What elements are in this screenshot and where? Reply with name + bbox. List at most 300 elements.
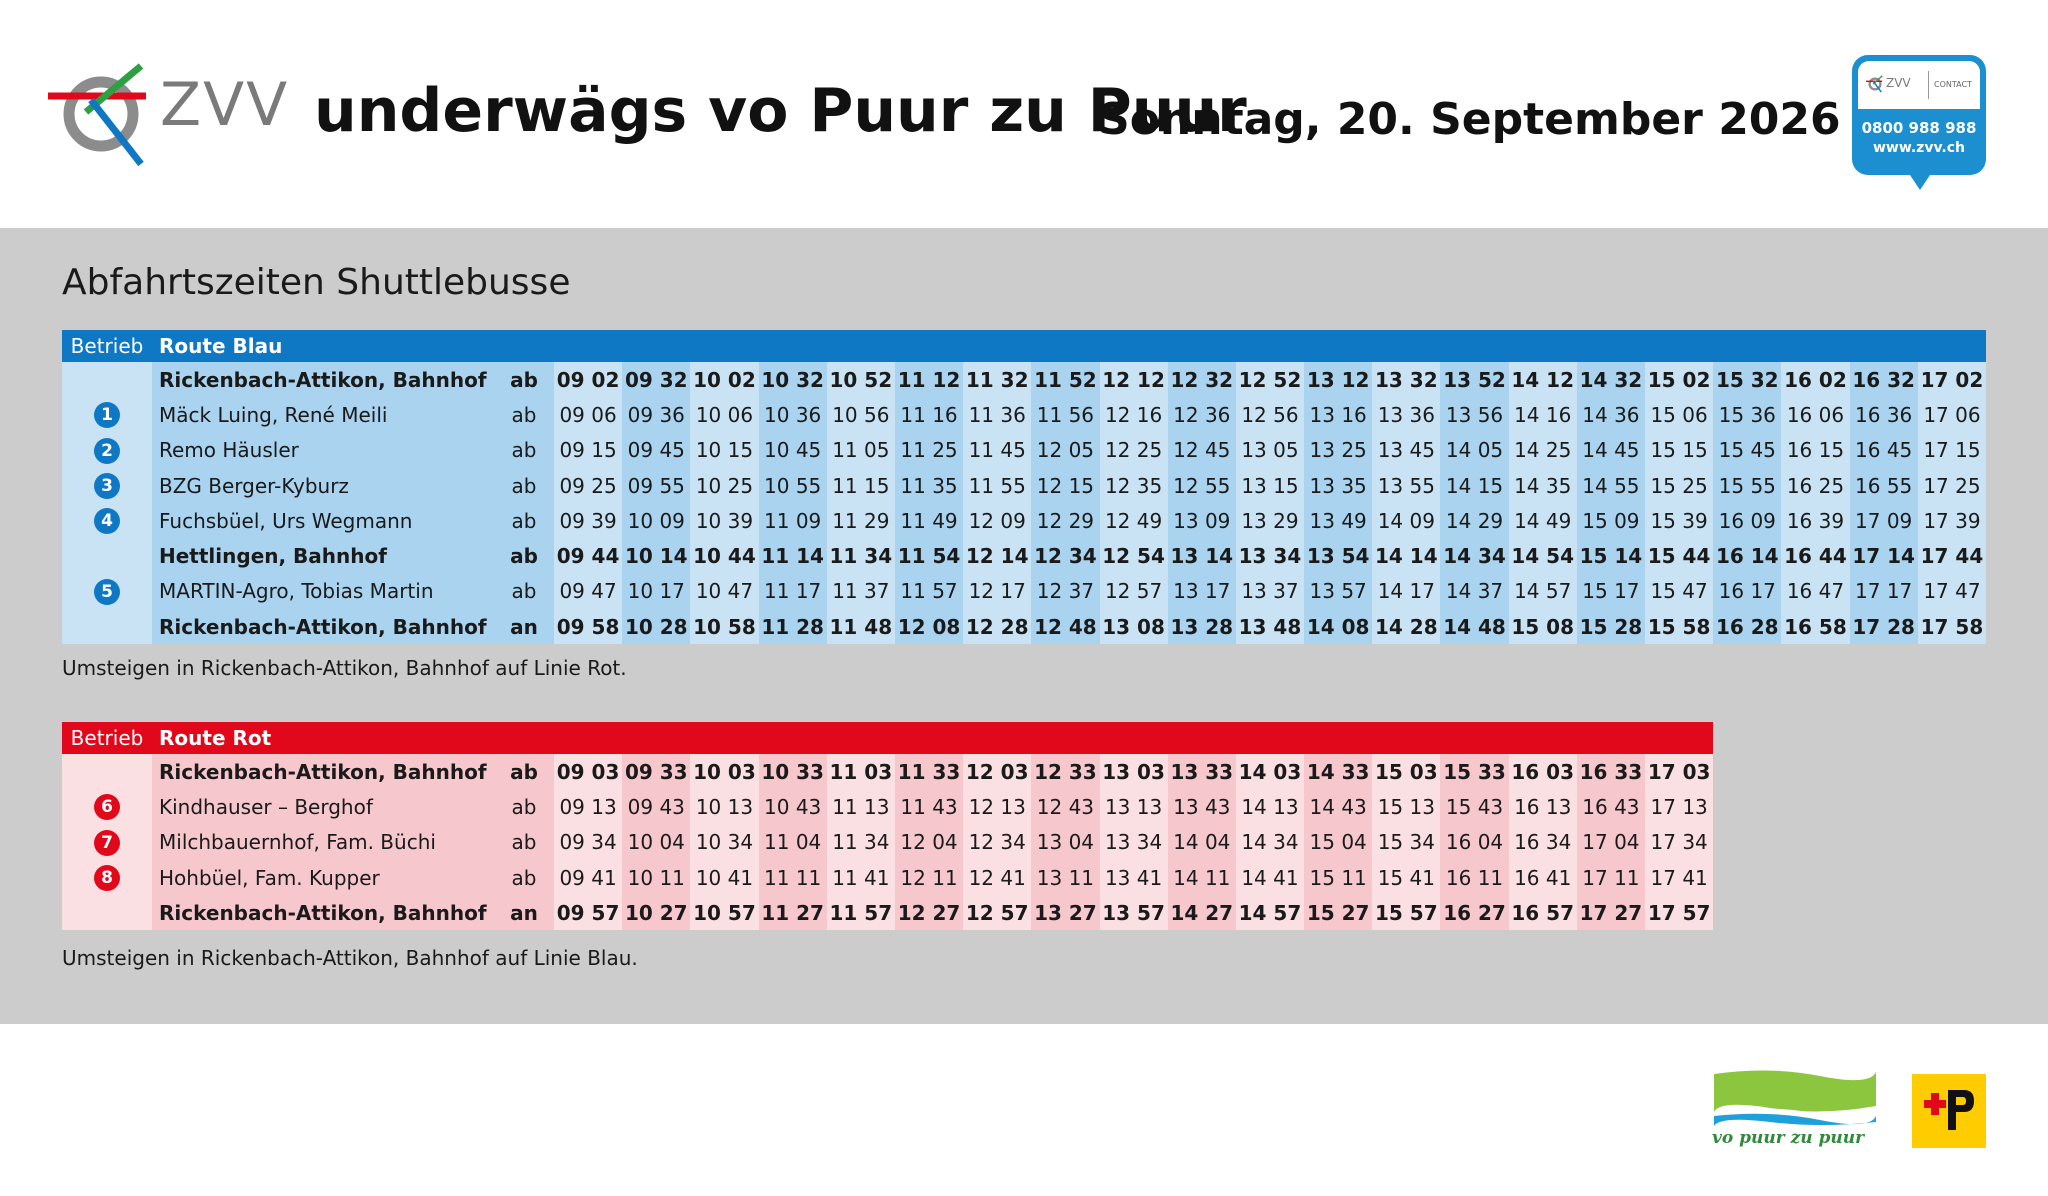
departure-time: 12 27 [895, 895, 963, 930]
departure-time: 16 09 [1713, 503, 1781, 538]
departure-time: 13 28 [1168, 609, 1236, 644]
departure-time: 12 35 [1100, 468, 1168, 503]
departure-time: 15 06 [1645, 397, 1713, 432]
departure-time: 16 45 [1850, 433, 1918, 468]
contact-zvv-text: ZVV [1886, 76, 1911, 90]
departure-time: 15 27 [1304, 895, 1372, 930]
direction-label: ab [494, 397, 554, 432]
departure-time: 14 11 [1168, 860, 1236, 895]
departure-time: 14 12 [1509, 362, 1577, 397]
departure-time: 16 39 [1781, 503, 1849, 538]
stop-name: Fuchsbüel, Urs Wegmann [152, 503, 494, 538]
departure-time: 16 04 [1440, 825, 1508, 860]
departure-time: 11 37 [827, 574, 895, 609]
departure-time: 11 12 [895, 362, 963, 397]
departure-time: 15 36 [1713, 397, 1781, 432]
direction-label: ab [494, 860, 554, 895]
direction-label: ab [494, 538, 554, 573]
departure-time: 15 04 [1304, 825, 1372, 860]
departure-time: 09 45 [622, 433, 690, 468]
departure-time: 10 03 [690, 754, 758, 789]
contact-divider [1928, 71, 1929, 99]
departure-time: 10 56 [827, 397, 895, 432]
departure-time: 14 49 [1509, 503, 1577, 538]
departure-time: 14 37 [1440, 574, 1508, 609]
departure-time: 14 03 [1236, 754, 1304, 789]
departure-time: 12 56 [1236, 397, 1304, 432]
departure-time: 17 41 [1645, 860, 1713, 895]
departure-time: 10 06 [690, 397, 758, 432]
departure-time: 16 55 [1850, 468, 1918, 503]
departure-time: 14 35 [1509, 468, 1577, 503]
zvv-logo-text: ZVV [160, 70, 290, 140]
departure-time: 14 29 [1440, 503, 1508, 538]
departure-time: 12 57 [1100, 574, 1168, 609]
departure-time: 15 11 [1304, 860, 1372, 895]
departure-time: 11 05 [827, 433, 895, 468]
departure-time: 17 27 [1577, 895, 1645, 930]
departure-time: 16 17 [1713, 574, 1781, 609]
stop-name: MARTIN-Agro, Tobias Martin [152, 574, 494, 609]
departure-time: 12 49 [1100, 503, 1168, 538]
departure-time: 12 17 [963, 574, 1031, 609]
departure-time: 15 14 [1577, 538, 1645, 573]
event-date: Sonntag, 20. September 2026 [1098, 94, 1841, 145]
departure-time: 15 47 [1645, 574, 1713, 609]
departure-time: 09 34 [554, 825, 622, 860]
departure-time: 14 15 [1440, 468, 1508, 503]
departure-time: 17 28 [1850, 609, 1918, 644]
departure-time: 11 29 [827, 503, 895, 538]
direction-label: ab [494, 362, 554, 397]
departure-time: 12 16 [1100, 397, 1168, 432]
stop-name: Hohbüel, Fam. Kupper [152, 860, 494, 895]
departure-time: 09 39 [554, 503, 622, 538]
departure-time: 15 39 [1645, 503, 1713, 538]
departure-time: 12 34 [1031, 538, 1099, 573]
departure-time: 10 55 [759, 468, 827, 503]
stop-number-cell [62, 860, 152, 895]
departure-time: 12 33 [1031, 754, 1099, 789]
stop-number-cell [62, 895, 152, 930]
direction-label: an [494, 609, 554, 644]
departure-time: 12 03 [963, 754, 1031, 789]
departure-time: 10 28 [622, 609, 690, 644]
departure-time: 16 14 [1713, 538, 1781, 573]
departure-time: 16 44 [1781, 538, 1849, 573]
departure-time: 11 48 [827, 609, 895, 644]
departure-time: 11 13 [827, 789, 895, 824]
departure-time: 16 43 [1577, 789, 1645, 824]
departure-time: 15 32 [1713, 362, 1781, 397]
departure-time: 16 03 [1509, 754, 1577, 789]
stop-name: Rickenbach-Attikon, Bahnhof [152, 609, 494, 644]
departure-time: 16 15 [1781, 433, 1849, 468]
departure-time: 16 34 [1509, 825, 1577, 860]
departure-time: 11 03 [827, 754, 895, 789]
departure-time: 12 04 [895, 825, 963, 860]
stop-number-badge: 4 [94, 508, 120, 534]
route-name: Route Rot [152, 722, 1713, 754]
stop-number-badge: 6 [94, 794, 120, 820]
departure-time: 10 39 [690, 503, 758, 538]
stop-number-badge: 2 [94, 438, 120, 464]
departure-time: 14 04 [1168, 825, 1236, 860]
departure-time: 13 43 [1168, 789, 1236, 824]
departure-time: 10 25 [690, 468, 758, 503]
departure-time: 14 34 [1236, 825, 1304, 860]
transfer-note-blau: Umsteigen in Rickenbach-Attikon, Bahnhof auf Linie Rot. [62, 656, 627, 680]
departure-time: 11 55 [963, 468, 1031, 503]
contact-badge-pointer [1908, 172, 1932, 190]
departure-time: 14 17 [1372, 574, 1440, 609]
departure-time: 10 41 [690, 860, 758, 895]
post-symbol-icon [1912, 1074, 1986, 1148]
direction-label: ab [494, 754, 554, 789]
departure-time: 10 32 [759, 362, 827, 397]
departure-time: 13 17 [1168, 574, 1236, 609]
departure-time: 09 58 [554, 609, 622, 644]
stop-number-cell [62, 397, 152, 432]
departure-time: 10 52 [827, 362, 895, 397]
departure-time: 14 45 [1577, 433, 1645, 468]
departure-time: 11 28 [759, 609, 827, 644]
departure-time: 17 44 [1918, 538, 1986, 573]
departure-time: 10 14 [622, 538, 690, 573]
departure-time: 11 34 [827, 825, 895, 860]
departure-time: 12 09 [963, 503, 1031, 538]
departure-time: 13 45 [1372, 433, 1440, 468]
departure-time: 13 41 [1100, 860, 1168, 895]
stop-number-cell [62, 574, 152, 609]
page-title: underwägs vo Puur zu Puur [314, 76, 1247, 146]
departure-time: 11 56 [1031, 397, 1099, 432]
departure-time: 11 14 [759, 538, 827, 573]
departure-time: 13 34 [1100, 825, 1168, 860]
stop-number-cell [62, 503, 152, 538]
departure-time: 12 36 [1168, 397, 1236, 432]
departure-time: 16 36 [1850, 397, 1918, 432]
departure-time: 10 34 [690, 825, 758, 860]
departure-time: 09 02 [554, 362, 622, 397]
departure-time: 09 41 [554, 860, 622, 895]
departure-time: 12 32 [1168, 362, 1236, 397]
departure-time: 16 06 [1781, 397, 1849, 432]
departure-time: 17 06 [1918, 397, 1986, 432]
departure-time: 11 43 [895, 789, 963, 824]
departure-time: 15 25 [1645, 468, 1713, 503]
departure-time: 11 35 [895, 468, 963, 503]
departure-time: 14 34 [1440, 538, 1508, 573]
stop-number-cell [62, 609, 152, 644]
departure-time: 16 33 [1577, 754, 1645, 789]
departure-time: 10 47 [690, 574, 758, 609]
departure-time: 15 45 [1713, 433, 1781, 468]
departure-time: 14 57 [1509, 574, 1577, 609]
stop-name: Remo Häusler [152, 433, 494, 468]
stop-number-cell [62, 789, 152, 824]
departure-time: 10 36 [759, 397, 827, 432]
departure-time: 14 57 [1236, 895, 1304, 930]
direction-label: an [494, 895, 554, 930]
departure-time: 09 43 [622, 789, 690, 824]
table-row [62, 609, 1986, 644]
departure-time: 15 44 [1645, 538, 1713, 573]
stop-name: Mäck Luing, René Meili [152, 397, 494, 432]
departure-time: 16 11 [1440, 860, 1508, 895]
departure-time: 15 09 [1577, 503, 1645, 538]
departure-time: 15 28 [1577, 609, 1645, 644]
departure-time: 15 03 [1372, 754, 1440, 789]
table-row [62, 362, 1986, 397]
departure-time: 09 03 [554, 754, 622, 789]
departure-time: 11 41 [827, 860, 895, 895]
departure-time: 13 37 [1236, 574, 1304, 609]
route-name: Route Blau [152, 330, 1986, 362]
stop-name: Rickenbach-Attikon, Bahnhof [152, 895, 494, 930]
table-row [62, 789, 1713, 824]
departure-time: 17 13 [1645, 789, 1713, 824]
table-row [62, 433, 1986, 468]
departure-time: 10 09 [622, 503, 690, 538]
departure-time: 17 47 [1918, 574, 1986, 609]
departure-time: 14 14 [1372, 538, 1440, 573]
direction-label: ab [494, 468, 554, 503]
departure-time: 16 27 [1440, 895, 1508, 930]
departure-time: 16 47 [1781, 574, 1849, 609]
departure-time: 16 28 [1713, 609, 1781, 644]
table-row [62, 574, 1986, 609]
departure-time: 11 32 [963, 362, 1031, 397]
departure-time: 16 13 [1509, 789, 1577, 824]
departure-time: 13 56 [1440, 397, 1508, 432]
departure-time: 12 14 [963, 538, 1031, 573]
departure-time: 13 36 [1372, 397, 1440, 432]
departure-time: 12 34 [963, 825, 1031, 860]
departure-time: 14 55 [1577, 468, 1645, 503]
departure-time: 12 41 [963, 860, 1031, 895]
stop-name: Rickenbach-Attikon, Bahnhof [152, 362, 494, 397]
transfer-note-rot: Umsteigen in Rickenbach-Attikon, Bahnhof auf Linie Blau. [62, 946, 638, 970]
departure-time: 14 25 [1509, 433, 1577, 468]
departure-time: 14 16 [1509, 397, 1577, 432]
stop-number-cell [62, 468, 152, 503]
departure-time: 15 57 [1372, 895, 1440, 930]
departure-time: 12 11 [895, 860, 963, 895]
stop-number-cell [62, 433, 152, 468]
departure-time: 13 13 [1100, 789, 1168, 824]
departure-time: 09 06 [554, 397, 622, 432]
section-title: Abfahrtszeiten Shuttlebusse [62, 262, 571, 303]
departure-time: 13 29 [1236, 503, 1304, 538]
departure-time: 15 13 [1372, 789, 1440, 824]
departure-time: 16 02 [1781, 362, 1849, 397]
departure-time: 12 08 [895, 609, 963, 644]
departure-time: 13 15 [1236, 468, 1304, 503]
departure-time: 15 02 [1645, 362, 1713, 397]
departure-time: 17 34 [1645, 825, 1713, 860]
departure-time: 15 15 [1645, 433, 1713, 468]
departure-time: 13 11 [1031, 860, 1099, 895]
contact-badge[interactable] [1852, 55, 1986, 175]
stop-name: Milchbauernhof, Fam. Büchi [152, 825, 494, 860]
departure-time: 13 32 [1372, 362, 1440, 397]
departure-time: 13 16 [1304, 397, 1372, 432]
departure-time: 14 27 [1168, 895, 1236, 930]
departure-time: 17 15 [1918, 433, 1986, 468]
departure-time: 12 29 [1031, 503, 1099, 538]
departure-time: 09 55 [622, 468, 690, 503]
departure-time: 13 04 [1031, 825, 1099, 860]
departure-time: 15 33 [1440, 754, 1508, 789]
departure-time: 11 57 [895, 574, 963, 609]
table-row [62, 895, 1713, 930]
departure-time: 13 57 [1304, 574, 1372, 609]
departure-time: 13 34 [1236, 538, 1304, 573]
departure-time: 10 44 [690, 538, 758, 573]
departure-time: 11 11 [759, 860, 827, 895]
departure-time: 14 05 [1440, 433, 1508, 468]
departure-time: 11 17 [759, 574, 827, 609]
departure-time: 15 43 [1440, 789, 1508, 824]
departure-time: 13 09 [1168, 503, 1236, 538]
departure-time: 14 43 [1304, 789, 1372, 824]
departure-time: 13 14 [1168, 538, 1236, 573]
table-row [62, 503, 1986, 538]
departure-time: 10 17 [622, 574, 690, 609]
departure-time: 14 48 [1440, 609, 1508, 644]
post-logo-icon [1912, 1074, 1986, 1148]
page-header [0, 0, 2048, 228]
departure-time: 12 25 [1100, 433, 1168, 468]
stop-number-cell [62, 362, 152, 397]
departure-time: 13 03 [1100, 754, 1168, 789]
departure-time: 13 35 [1304, 468, 1372, 503]
departure-time: 09 15 [554, 433, 622, 468]
departure-time: 10 11 [622, 860, 690, 895]
departure-time: 13 49 [1304, 503, 1372, 538]
departure-time: 16 25 [1781, 468, 1849, 503]
departure-time: 09 33 [622, 754, 690, 789]
contact-label: CONTACT [1934, 80, 1972, 89]
departure-time: 17 14 [1850, 538, 1918, 573]
table-row [62, 754, 1713, 789]
departure-time: 10 27 [622, 895, 690, 930]
timetable-route-rot [62, 722, 1713, 930]
departure-time: 11 25 [895, 433, 963, 468]
table-row [62, 538, 1986, 573]
departure-time: 11 33 [895, 754, 963, 789]
departure-time: 14 28 [1372, 609, 1440, 644]
departure-time: 09 47 [554, 574, 622, 609]
departure-time: 13 57 [1100, 895, 1168, 930]
direction-label: ab [494, 433, 554, 468]
departure-time: 13 52 [1440, 362, 1508, 397]
departure-time: 14 09 [1372, 503, 1440, 538]
departure-time: 10 15 [690, 433, 758, 468]
departure-time: 11 45 [963, 433, 1031, 468]
departure-time: 17 39 [1918, 503, 1986, 538]
departure-time: 14 54 [1509, 538, 1577, 573]
contact-badge-logo-area [1858, 61, 1980, 109]
departure-time: 13 25 [1304, 433, 1372, 468]
departure-time: 12 52 [1236, 362, 1304, 397]
departure-time: 12 37 [1031, 574, 1099, 609]
departure-time: 13 12 [1304, 362, 1372, 397]
departure-time: 12 55 [1168, 468, 1236, 503]
departure-time: 13 54 [1304, 538, 1372, 573]
departure-time: 14 36 [1577, 397, 1645, 432]
departure-time: 10 02 [690, 362, 758, 397]
vo-puur-zu-puur-logo-text: vo puur zu puur [1712, 1128, 1865, 1148]
departure-time: 12 15 [1031, 468, 1099, 503]
departure-time: 12 12 [1100, 362, 1168, 397]
departure-time: 11 16 [895, 397, 963, 432]
departure-time: 17 58 [1918, 609, 1986, 644]
departure-time: 13 33 [1168, 754, 1236, 789]
departure-time: 09 32 [622, 362, 690, 397]
departure-time: 16 57 [1509, 895, 1577, 930]
departure-time: 09 25 [554, 468, 622, 503]
departure-time: 10 13 [690, 789, 758, 824]
departure-time: 11 34 [827, 538, 895, 573]
table-row [62, 860, 1713, 895]
departure-time: 12 13 [963, 789, 1031, 824]
departure-time: 10 43 [759, 789, 827, 824]
departure-time: 12 28 [963, 609, 1031, 644]
operator-header: Betrieb [62, 722, 152, 754]
contact-phone[interactable]: 0800 988 988 [1861, 119, 1977, 137]
direction-label: ab [494, 825, 554, 860]
stop-name: BZG Berger-Kyburz [152, 468, 494, 503]
contact-website[interactable]: www.zvv.ch [1872, 140, 1966, 156]
departure-time: 17 17 [1850, 574, 1918, 609]
departure-time: 13 08 [1100, 609, 1168, 644]
direction-label: ab [494, 789, 554, 824]
stop-number-cell [62, 825, 152, 860]
departure-time: 11 54 [895, 538, 963, 573]
departure-time: 11 36 [963, 397, 1031, 432]
departure-time: 15 41 [1372, 860, 1440, 895]
stop-number-cell [62, 538, 152, 573]
stop-number-cell [62, 754, 152, 789]
departure-time: 09 13 [554, 789, 622, 824]
departure-time: 13 27 [1031, 895, 1099, 930]
stop-name: Hettlingen, Bahnhof [152, 538, 494, 573]
departure-time: 15 17 [1577, 574, 1645, 609]
stop-number-badge: 7 [94, 830, 120, 856]
departure-time: 17 09 [1850, 503, 1918, 538]
departure-time: 14 33 [1304, 754, 1372, 789]
departure-time: 11 49 [895, 503, 963, 538]
departure-time: 17 04 [1577, 825, 1645, 860]
departure-time: 11 15 [827, 468, 895, 503]
stop-number-badge: 8 [94, 865, 120, 891]
stop-number-badge: 5 [94, 579, 120, 605]
departure-time: 15 58 [1645, 609, 1713, 644]
departure-time: 13 55 [1372, 468, 1440, 503]
departure-time: 10 58 [690, 609, 758, 644]
stop-name: Rickenbach-Attikon, Bahnhof [152, 754, 494, 789]
departure-time: 11 52 [1031, 362, 1099, 397]
departure-time: 12 43 [1031, 789, 1099, 824]
table-row [62, 825, 1713, 860]
departure-time: 16 41 [1509, 860, 1577, 895]
route-header-row [62, 722, 1713, 754]
departure-time: 10 04 [622, 825, 690, 860]
departure-time: 09 36 [622, 397, 690, 432]
operator-header: Betrieb [62, 330, 152, 362]
